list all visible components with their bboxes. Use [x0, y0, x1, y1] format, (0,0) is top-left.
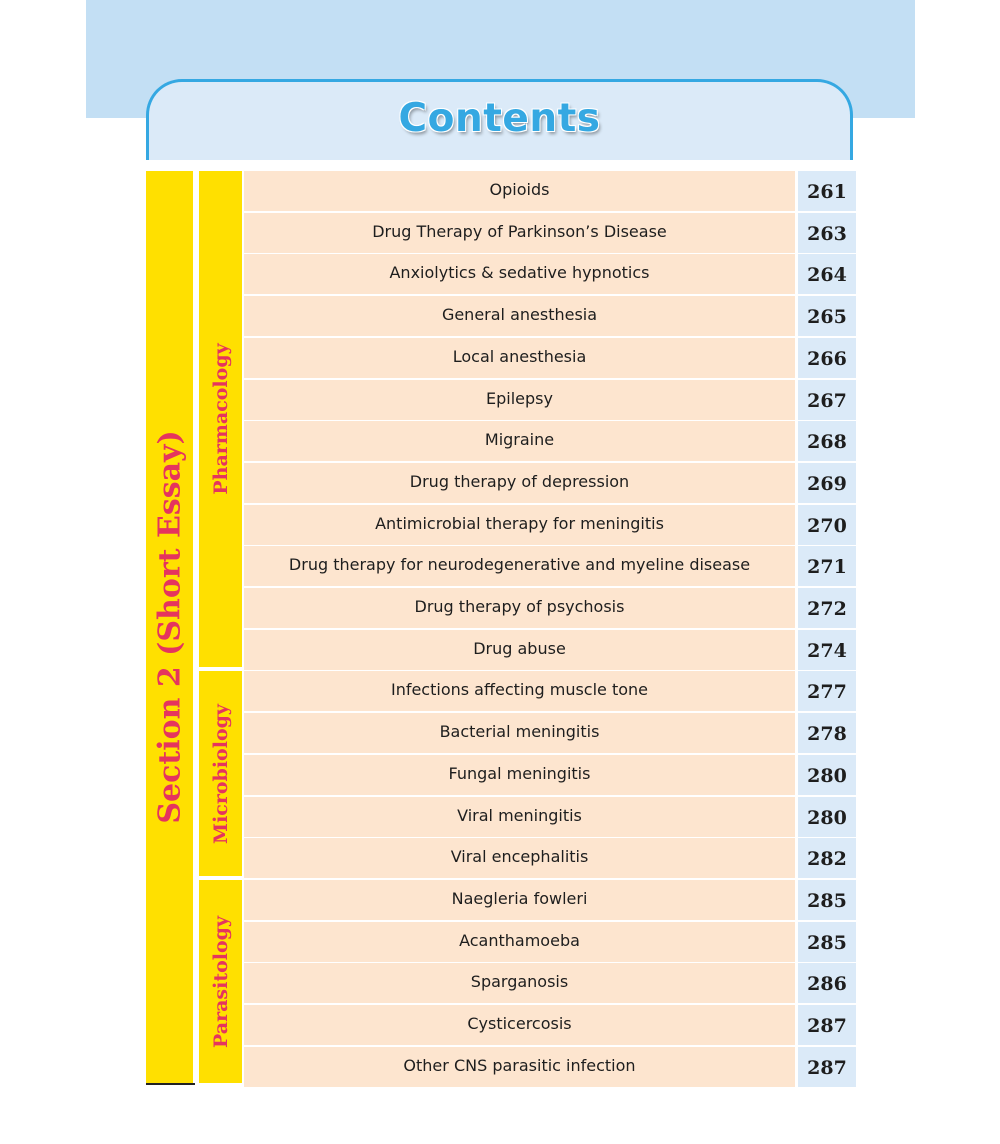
entry-page-cell: [798, 630, 856, 670]
entry-title-cell: [244, 922, 795, 962]
entry-page-cell: [798, 797, 856, 837]
entry-page-cell: [798, 171, 856, 211]
entry-title: Cysticercosis: [467, 1014, 572, 1033]
page-title: Contents: [398, 96, 601, 141]
entry-page-cell: [798, 838, 856, 878]
entry-page-number: 287: [807, 1015, 847, 1037]
entry-page-number: 286: [807, 973, 847, 995]
entry-page-number: 272: [807, 598, 847, 620]
entry-page-number: 274: [807, 640, 847, 662]
entry-page-cell: [798, 880, 856, 920]
entry-title-cell: [244, 963, 795, 1003]
entry-page-number: 282: [807, 848, 847, 870]
entry-page-number: 280: [807, 807, 847, 829]
group-label-column-microbiology: [199, 671, 242, 876]
toc-entry[interactable]: [244, 254, 856, 294]
entry-title: Drug therapy of psychosis: [414, 597, 625, 616]
toc-entry[interactable]: [244, 546, 856, 586]
entry-title-cell: [244, 171, 795, 211]
toc-entry[interactable]: [244, 463, 856, 503]
group-label: Parasitology: [209, 915, 232, 1048]
section-label: Section 2 (Short Essay): [152, 430, 187, 824]
entry-page-cell: [798, 296, 856, 336]
entry-title: Viral meningitis: [457, 806, 582, 825]
group-label-column-pharmacology: [199, 171, 242, 667]
entry-page-cell: [798, 463, 856, 503]
toc-entry[interactable]: [244, 922, 856, 962]
entry-title: General anesthesia: [441, 305, 598, 324]
entry-title: Drug therapy of depression: [409, 472, 630, 491]
entry-title: Naegleria fowleri: [451, 889, 588, 908]
entry-page-number: 280: [807, 765, 847, 787]
entry-title-cell: [244, 1005, 795, 1045]
entry-title: Drug therapy for neurodegenerative and myeline disease: [288, 555, 751, 574]
entry-title-cell: [244, 630, 795, 670]
toc-entry[interactable]: [244, 797, 856, 837]
toc-entry[interactable]: [244, 1005, 856, 1045]
group-label: Pharmacology: [209, 343, 232, 495]
entry-page-cell: [798, 505, 856, 545]
entry-title: Epilepsy: [486, 389, 553, 408]
entry-title-cell: [244, 421, 795, 461]
entry-page-number: 278: [807, 723, 847, 745]
entry-page-number: 261: [807, 181, 847, 203]
entry-page-number: 266: [807, 348, 847, 370]
entry-page-cell: [798, 254, 856, 294]
entry-page-cell: [798, 588, 856, 628]
entry-page-cell: [798, 713, 856, 753]
entry-page-number: 270: [807, 515, 847, 537]
entry-title-cell: [244, 380, 795, 420]
entry-title-cell: [244, 880, 795, 920]
entry-page-number: 264: [807, 264, 847, 286]
entry-page-cell: [798, 338, 856, 378]
entry-title: Acanthamoeba: [459, 931, 580, 950]
entry-page-number: 269: [807, 473, 847, 495]
entry-page-cell: [798, 755, 856, 795]
toc-entry[interactable]: [244, 338, 856, 378]
toc-entry[interactable]: [244, 880, 856, 920]
entry-title: Antimicrobial therapy for meningitis: [375, 514, 664, 533]
toc-entry[interactable]: [244, 1047, 856, 1087]
entry-page-cell: [798, 671, 856, 711]
entry-page-number: 285: [807, 932, 847, 954]
section-label-column: [146, 171, 193, 1083]
entry-title: Migraine: [484, 430, 555, 449]
entry-title-cell: [244, 254, 795, 294]
entry-title-cell: [244, 463, 795, 503]
entry-page-number: 265: [807, 306, 847, 328]
entry-page-cell: [798, 546, 856, 586]
toc-entry[interactable]: [244, 421, 856, 461]
entry-title-cell: [244, 213, 795, 253]
entry-title-cell: [244, 588, 795, 628]
entry-title-cell: [244, 755, 795, 795]
toc-entry[interactable]: [244, 671, 856, 711]
group-label: Microbiology: [209, 703, 232, 844]
entry-title: Fungal meningitis: [448, 764, 591, 783]
entry-page-number: 271: [807, 556, 847, 578]
entry-title: Bacterial meningitis: [439, 722, 600, 741]
entry-title: Opioids: [489, 180, 550, 199]
entry-title: Viral encephalitis: [450, 847, 589, 866]
entry-page-cell: [798, 1047, 856, 1087]
toc-entry[interactable]: [244, 380, 856, 420]
toc-entry[interactable]: [244, 588, 856, 628]
entry-page-number: 267: [807, 390, 847, 412]
entry-page-number: 263: [807, 223, 847, 245]
entry-title: Other CNS parasitic infection: [403, 1056, 636, 1075]
toc-entry[interactable]: [244, 755, 856, 795]
entry-page-cell: [798, 922, 856, 962]
entry-title-cell: [244, 797, 795, 837]
entry-title-cell: [244, 505, 795, 545]
entry-title-cell: [244, 1047, 795, 1087]
entry-title: Infections affecting muscle tone: [390, 680, 649, 699]
entry-title: Anxiolytics & sedative hypnotics: [389, 263, 650, 282]
entry-title-cell: [244, 338, 795, 378]
toc-entry[interactable]: [244, 963, 856, 1003]
entry-page-number: 268: [807, 431, 847, 453]
toc-entry[interactable]: [244, 171, 856, 211]
entry-title: Drug Therapy of Parkinson’s Disease: [372, 222, 667, 241]
contents-header: [146, 79, 853, 160]
entry-page-cell: [798, 380, 856, 420]
entry-title-cell: [244, 546, 795, 586]
entry-title: Drug abuse: [473, 639, 566, 658]
entry-page-cell: [798, 213, 856, 253]
entry-page-number: 287: [807, 1057, 847, 1079]
entry-page-number: 285: [807, 890, 847, 912]
entry-title: Sparganosis: [470, 972, 569, 991]
toc-entry[interactable]: [244, 713, 856, 753]
toc-entry[interactable]: [244, 213, 856, 253]
entry-page-cell: [798, 1005, 856, 1045]
toc-entry[interactable]: [244, 630, 856, 670]
divider: [146, 1083, 195, 1085]
entry-page-number: 277: [807, 681, 847, 703]
toc-entry[interactable]: [244, 838, 856, 878]
entry-title-cell: [244, 838, 795, 878]
entry-title: Local anesthesia: [452, 347, 587, 366]
entry-page-cell: [798, 421, 856, 461]
toc-entry[interactable]: [244, 296, 856, 336]
group-label-column-parasitology: [199, 880, 242, 1083]
entry-page-cell: [798, 963, 856, 1003]
entry-title-cell: [244, 671, 795, 711]
entry-title-cell: [244, 296, 795, 336]
toc-entry[interactable]: [244, 505, 856, 545]
entry-title-cell: [244, 713, 795, 753]
